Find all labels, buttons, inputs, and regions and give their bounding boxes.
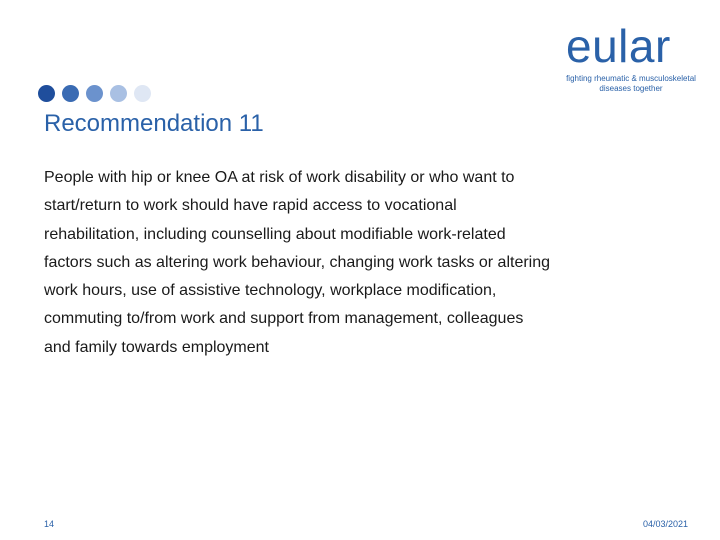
logo-wordmark: eular — [566, 20, 671, 72]
dot-2 — [62, 85, 79, 102]
slide-body — [44, 164, 644, 362]
page-number: 14 — [44, 519, 55, 529]
slide-title: Recommendation 11 — [44, 110, 264, 137]
logo-tagline-line-1: fighting rheumatic & musculoskeletal — [566, 74, 696, 83]
body-line: and family towards employment — [44, 338, 269, 356]
body-line: rehabilitation, including counselling about modifiable work-related — [44, 225, 506, 243]
body-line: People with hip or knee OA at risk of work disability or who want to — [44, 169, 515, 186]
logo-tagline-line-2: diseases together — [599, 84, 663, 93]
body-line: factors such as altering work behaviour, changing work tasks or altering — [44, 253, 551, 271]
logo-tagline — [566, 74, 696, 94]
body-line: start/return to work should have rapid access to vocational — [44, 197, 457, 215]
dot-4 — [110, 85, 127, 102]
dot-5 — [134, 85, 151, 102]
dot-3 — [86, 85, 103, 102]
eular-logo — [560, 22, 700, 102]
footer-date: 04/03/2021 — [642, 519, 688, 529]
body-line: work hours, use of assistive technology, workplace modification, — [44, 282, 497, 300]
body-line: commuting to/from work and support from management, colleagues — [44, 310, 524, 328]
dot-1 — [38, 85, 55, 102]
decorative-dots — [38, 85, 158, 103]
